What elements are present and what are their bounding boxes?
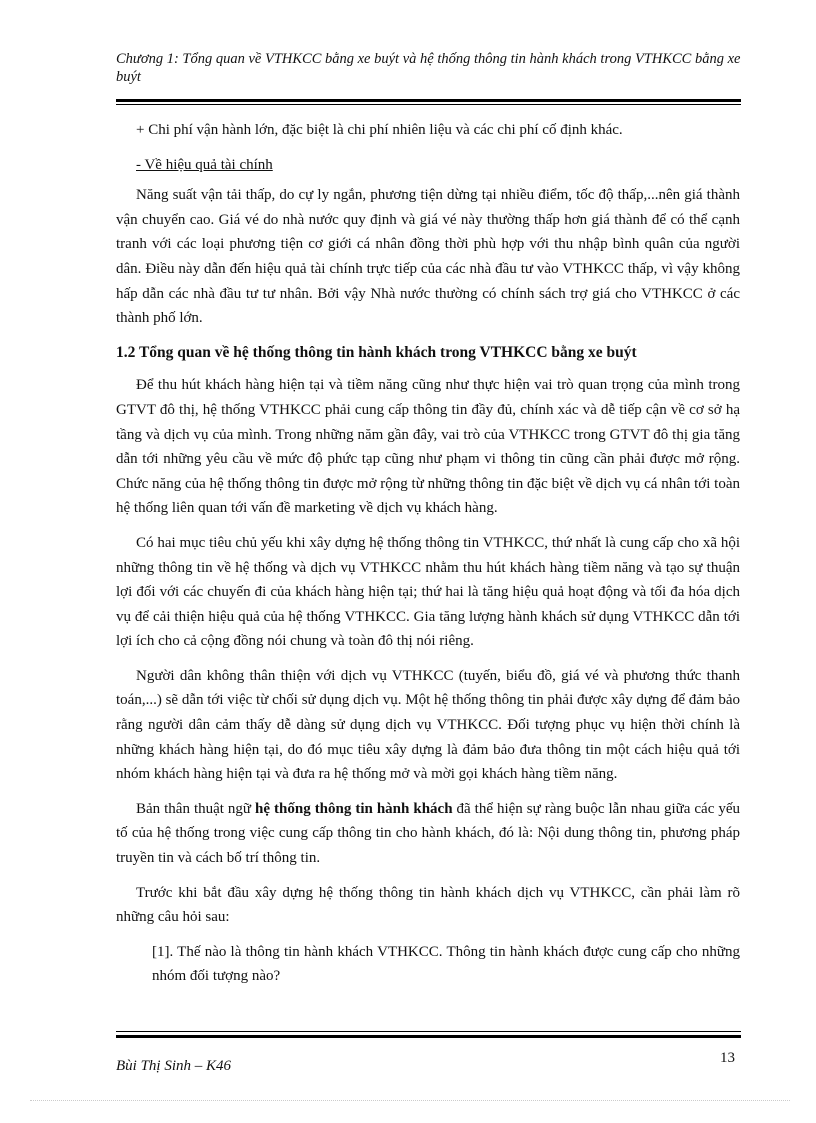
page-bottom-border bbox=[30, 1100, 790, 1101]
bullet-cost: + Chi phí vận hành lớn, đặc biệt là chi phí nhiên liệu và các chi phí cố định khác. bbox=[136, 122, 623, 138]
paragraph-4-end: đã thể hiện sự ràng buộc lẫn nhau giữa các yếu tố của hệ thống trong việc cung cấp thông tin cho hành khách, đó là: Nội dung thông tin, phương pháp truyền tin và cách bố trí thông tin. bbox=[116, 800, 741, 867]
section-heading: 1.2 Tổng quan về hệ thống thông tin hành khách trong VTHKCC bằng xe buýt bbox=[116, 343, 637, 361]
paragraph-3: Người dân không thân thiện với dịch vụ VTHKCC (tuyến, biểu đồ, giá vé và phương thức thanh toán,...) sẽ dẫn tới việc từ chối sử dụng dịch vụ. Một hệ thống thông tin phải được xây dựng để đảm bảo rằng người dân cảm thấy dễ dàng sử dụng dịch vụ VTHKCC. Đối tượng phục vụ hiện thời chính là những khách hàng hiện tại, do đó mục tiêu xây dựng là đảm bảo đưa thông tin một cách hiệu quả tới nhóm khách hàng hiện tại và đưa ra hệ thống mở và mời gọi khách hàng tiềm năng. bbox=[116, 667, 740, 783]
header-rule-thin bbox=[116, 104, 741, 105]
footer-author: Bùi Thị Sinh – K46 bbox=[116, 1058, 232, 1074]
subheading-finance bbox=[116, 153, 740, 178]
paragraph-4 bbox=[116, 797, 740, 871]
paragraph-5: Trước khi bắt đầu xây dựng hệ thống thông tin hành khách dịch vụ VTHKCC, cần phải làm rõ những câu hỏi sau: bbox=[116, 884, 740, 926]
paragraph-4-term: hệ thống thông tin hành khách bbox=[255, 800, 453, 817]
question-1: [1]. Thế nào là thông tin hành khách VTHKCC. Thông tin hành khách được cung cấp cho những nhóm đối tượng nào? bbox=[152, 943, 740, 985]
footer-rule-thin bbox=[116, 1031, 741, 1032]
paragraph-4-start: Bản thân thuật ngữ bbox=[136, 800, 256, 817]
page-content bbox=[116, 118, 740, 999]
chapter-header: Chương 1: Tổng quan về VTHKCC bằng xe buýt và hệ thống thông tin hành khách trong VTHKCC bằng xe buýt bbox=[116, 51, 741, 85]
footer-rule-thick bbox=[116, 1035, 741, 1038]
page-number: 13 bbox=[720, 1050, 735, 1066]
subheading-finance-text: - Về hiệu quả tài chính bbox=[136, 156, 273, 173]
header-rule-thick bbox=[116, 99, 741, 102]
paragraph-1: Để thu hút khách hàng hiện tại và tiềm năng cũng như thực hiện vai trò quan trọng của mình trong GTVT đô thị, hệ thống VTHKCC phải cung cấp thông tin đầy đủ, chính xác và dễ tiếp cận về cơ sở hạ tầng và dịch vụ của mình. Trong những năm gần đây, vai trò của VTHKCC trong GTVT đô thị gia tăng dẫn tới những yêu cầu về mức độ phức tạp cũng như phạm vi thông tin cũng cần phải được mở rộng. Chức năng của hệ thống thông tin được mở rộng từ những thông tin đặc biệt về dịch vụ cá nhân tới toàn hệ thống liên quan tới vấn đề marketing về dịch vụ khách hàng. bbox=[116, 377, 740, 517]
paragraph-2: Có hai mục tiêu chủ yếu khi xây dựng hệ thống thông tin VTHKCC, thứ nhất là cung cấp cho xã hội những thông tin về hệ thống và dịch vụ VTHKCC nhằm thu hút khách hàng tiềm năng và tạo sự thuận lợi đối với các chuyến đi của khách hàng hiện tại; thứ hai là tăng hiệu quả hoạt động và tối đa hóa dịch vụ để cải thiện hiệu quả của hệ thống VTHKCC. Gia tăng lượng hành khách sử dụng VTHKCC dẫn tới lợi ích cho cả cộng đồng nói chung và toàn đô thị nói riêng. bbox=[116, 534, 740, 650]
paragraph-finance: Năng suất vận tải thấp, do cự ly ngắn, phương tiện dừng tại nhiều điểm, tốc độ thấp,...nên giá thành vận chuyển cao. Giá vé do nhà nước quy định và giá vé này thường thấp hơn giá thành để có thể cạnh tranh với các loại phương tiện cơ giới cá nhân đồng thời phù hợp với thu nhập bình quân của người dân. Điều này dẫn đến hiệu quả tài chính trực tiếp của các nhà đầu tư vào VTHKCC thấp, vì vậy không hấp dẫn các nhà đầu tư tư nhân. Bởi vậy Nhà nước thường có chính sách trợ giá cho VTHKCC ở các thành phố lớn. bbox=[116, 187, 740, 327]
